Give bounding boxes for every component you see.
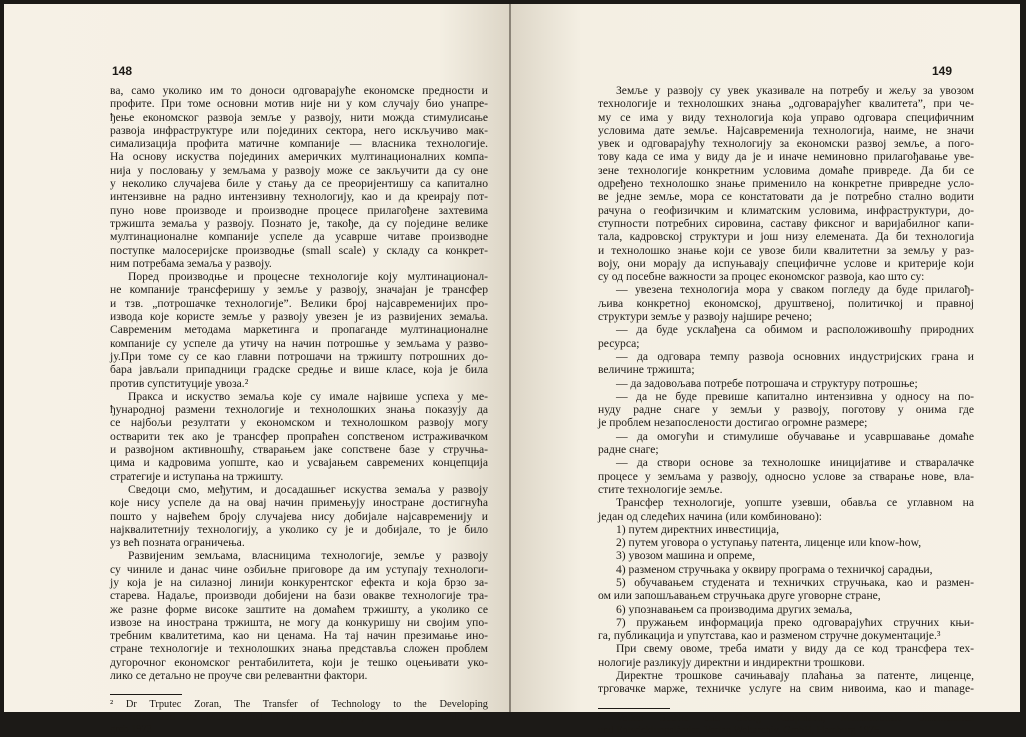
text-line: трговачке марже, техничке услуге на свим нивоима, као и manage- xyxy=(598,682,974,696)
text-line: процесе у земљама у развоју, односно услове за стварање нове, вла- xyxy=(598,469,974,483)
text-line: 1) путем директних инвестиција, xyxy=(616,522,780,536)
text-line: симализација профита матичне компаније — власника технологије. xyxy=(110,137,488,151)
text-line: — да не буде превише капитално интензивна у односу на по- xyxy=(616,389,974,403)
text-line: 5) обучавањем студената и техничких стручњака, као и размен- xyxy=(616,575,974,589)
text-line: 2) путем уговора о уступању патента, лиценце или know-how, xyxy=(616,536,922,550)
text-line: бара јављали припадници градске средње и више класе, која је била xyxy=(110,363,488,377)
text-line: тову када се има у виду да је и иначе неминовно прилагођавање уве- xyxy=(598,150,974,164)
text-line: га, публикација и упутстава, као и разменом стручне документације.³ xyxy=(598,629,941,643)
text-line: — да одговара темпу развоја основних индустријских грана и xyxy=(616,349,974,363)
text-line: рачуна о геофизичким и климатским условима, инфраструктури, до- xyxy=(598,203,974,217)
text-line: развоја инфраструктуре или појединих сектора, него искључиво мак- xyxy=(110,123,488,137)
text-line: 7) пружањем информација преко одговарајућих стручних књи- xyxy=(616,615,974,629)
text-line: ђународној размени технологије и технолошких знања показују да xyxy=(110,403,488,417)
text-line: Пракса и искуство земаља које су имале највише успеха у ме- xyxy=(128,389,488,403)
text-line: извозе на инострана тржишта, не могу да конкуришу ни својим упо- xyxy=(110,615,488,629)
text-line: тржишта земаља у развоју. Познато је, такође, да су поједине велике xyxy=(110,216,488,230)
text-line: извода које користе земље у развоју увезен је из развијених земаља. xyxy=(110,310,488,324)
text-line: против супституције увоза.² xyxy=(110,376,249,390)
text-line: Савременим методама маркетинга и пропаганде мултинационалне xyxy=(110,323,488,337)
text-line: пуно нове производе и производне процесе прилагођене захтевима xyxy=(110,203,488,217)
text-line: стите технологије земље. xyxy=(598,482,723,496)
text-line: — да омогући и стимулише обучавање и усавршавање домаће xyxy=(616,429,974,443)
text-line: На основу искуства појединих америчких мултинационалних компа- xyxy=(110,150,488,164)
text-line: профите. При томе основни мотив није ни у ком случају био унапре- xyxy=(110,97,488,111)
text-line: и тзв. „потрошачке технологије”. Велики број најсавременијих про- xyxy=(110,296,488,310)
text-line: тала, кадровској структури и још низу елемената. Да би технологија xyxy=(598,230,974,244)
text-line: су чиниле и данас чине озбиљне приговоре да им уступају технологи- xyxy=(110,562,488,576)
text-line: нија у пословању у земљама у развоју може се закључити да су оне xyxy=(110,163,488,177)
text-line: нологије разликују директни и индиректни трошкови. xyxy=(598,655,865,669)
gutter-shadow xyxy=(510,4,511,712)
text-line: 6) упознавањем са производима других земаља, xyxy=(616,602,853,616)
left-page xyxy=(4,4,510,735)
left-footnote xyxy=(110,699,488,736)
text-line: Сведоци смо, међутим, и досадашњег искуства земаља у развоју xyxy=(128,482,488,496)
text-line: одређено технолошко знање применило на конкретне привредне усло- xyxy=(598,177,974,191)
text-line: ва, само уколико им то доноси одговарајуће економске предности и xyxy=(110,84,488,97)
text-line: ју.При томе су се као главни потрошачи на тржишту потрошних до- xyxy=(110,349,488,363)
text-line: — увезена технологија мора у сваком погледу да буде прилагођ- xyxy=(616,283,974,297)
book-spread xyxy=(4,4,1020,736)
text-line: и развојном активношћу, стварањем јаке сопствене базе у стручња- xyxy=(110,443,488,457)
text-line: требним квалитетима, као ни ценама. На тај начин презимање ино- xyxy=(110,629,488,643)
text-line: стратегије и иступања на тржишту. xyxy=(110,469,284,483)
text-line: ступности потребних сировина, саставу фиксног и варијабилног капи- xyxy=(598,216,974,230)
text-line: које нису успеле да на овај начин примењују иностране достигнућа xyxy=(110,496,488,510)
footnote-line: und Entwicklungsländer, Verlag Weltarchiv, GmbH, Hamburg 1975. xyxy=(598,724,882,736)
text-line: Поред производње и процесне технологије коју мултинационал- xyxy=(128,270,488,284)
text-line: је проблем незапослености достигао огромне размере; xyxy=(598,416,868,430)
text-line: интензивне на радно интензивну технологију, као и да креирају пот- xyxy=(110,190,488,204)
text-line: мултинационалне компаније успеле да усаврше читаве производне xyxy=(110,230,488,244)
right-text-block xyxy=(598,84,974,696)
text-line: ве једне земље, мора се констатовати да је потребно стално водити xyxy=(598,190,974,204)
text-line: же разне форме високе заштите на домаћем тржишту, а уколико се xyxy=(110,602,488,616)
text-line: увек и одговарајућу технологију за економски развој земље, а пого- xyxy=(598,137,974,151)
text-line: цима и кадровима уопште, као и усвајањем савремених концепција xyxy=(110,456,488,470)
text-line: Развијеним земљама, власницима технологије, земље у развоју xyxy=(128,549,488,563)
text-line: му се има у виду технологија која управо одговара специфичним xyxy=(598,110,974,124)
text-line: у неколико случајева биле у стању да се преоријентишу са капитално xyxy=(110,177,488,191)
footnote-line: Countries and the Multinational Business Enterprise, First Round Table. Za- xyxy=(110,711,488,723)
text-line: 4) разменом стручњака у оквиру програма о техничкој сарадњи, xyxy=(616,562,933,576)
text-line: су од посебне важности за процес економског развоја, као што су: xyxy=(598,270,925,284)
right-page xyxy=(510,4,1020,736)
text-line: и технолошко знање који се увозе били квалитетни за земљу у раз- xyxy=(598,243,974,257)
footnote-line: ² Dr Trputec Zoran, The Transfer of Technology to the Developing xyxy=(110,699,488,711)
text-line: При свему овоме, треба имати у виду да се код трансфера тех- xyxy=(616,642,974,656)
text-line: поступке малосеријске производње (small scale) у складу са конкрет- xyxy=(110,243,488,257)
text-line: старева. Надаље, производи добијени на бази овакве технологије тра- xyxy=(110,589,488,603)
left-text-block xyxy=(110,84,488,682)
text-line: величине тржишта; xyxy=(598,363,695,377)
text-line: ђење економског развоја земље у развоју, нити можда стимулисање xyxy=(110,110,488,124)
footnote-rule xyxy=(110,694,182,695)
text-line: ју која је на силазној линији конкурентског ефекта и која брзо за- xyxy=(110,575,488,589)
text-line: најквалитетнију технологију, а уколико су је и добијале, то је било xyxy=(110,522,488,536)
page-number: 148 xyxy=(112,64,133,78)
text-line: радне снаге; xyxy=(598,443,659,457)
text-line: Земље у развоју су увек указивале на потребу и жељу за увозом xyxy=(616,84,974,97)
text-line: један од следећих начина (или комбиновано): xyxy=(598,509,823,523)
text-line: 3) увозом машина и опреме, xyxy=(616,549,756,563)
text-line: воју, они морају да испуњавају специфичне услове и критерије који xyxy=(598,256,974,270)
text-line: љива конкретној економској, друштвеној, политичкој и правној xyxy=(598,296,974,310)
text-line: стране технологије и технолошких знања представља сложен проблем xyxy=(110,642,488,656)
text-line: пошто у највећем броју случајева нису добијале најсавременију и xyxy=(110,509,488,523)
footnote-line: ³ Volker Bethke und Georg Koopmann, Multinationale Unternehmen xyxy=(598,712,974,724)
text-line: остварити тек ако је трансфер пропраћен сопственом истраживачком xyxy=(110,429,488,443)
right-footnote xyxy=(598,713,974,737)
text-line: ресурса; xyxy=(598,336,640,350)
text-line: технологије и технолошких знања „одговарајућег квалитета”, при че- xyxy=(598,97,974,111)
text-line: нуду радне снаге у земљи у развоју, поготову у онима где xyxy=(598,403,974,417)
text-line: — да буде усклађена са обимом и расположивошћу природних xyxy=(616,323,974,337)
text-line: дугорочног економског рентабилитета, који је тешко оцењивати уко- xyxy=(110,655,488,669)
text-line: уз већ позната ограничења. xyxy=(110,536,245,550)
text-line: Директне трошкове сачињавају плаћања за патенте, лиценце, xyxy=(616,669,974,683)
text-line: ним потребама земаља у развоју. xyxy=(110,256,272,270)
footnote-rule xyxy=(598,708,670,709)
text-line: компаније су успеле да утичу на начин потрошње у земљама у разво- xyxy=(110,336,488,350)
text-line: се најбољи резултати у економском и технолошком развоју могу xyxy=(110,416,488,430)
footnote-line: greb 1973. xyxy=(110,723,155,735)
text-line: — да створи основе за технолошке иницијативе и стваралачке xyxy=(616,456,974,470)
text-line: структури земље у развоју најшире речено; xyxy=(598,310,813,324)
text-line: зене технологије конкретним условима домаће привреде. Да би се xyxy=(598,163,974,177)
text-line: — да задовољава потребе потрошача и структуру потрошње; xyxy=(616,376,918,390)
text-line: лико се детаљно не проуче сви релевантни фактори. xyxy=(110,669,368,683)
text-line: не компаније трансферишу у земље у развоју, значајан је трансфер xyxy=(110,283,488,297)
text-line: условима дате земље. Најсавременија технологија, наиме, не значи xyxy=(598,123,974,137)
text-line: ом или запошљавањем стручњака друге уговорне стране, xyxy=(598,589,881,603)
page-number: 149 xyxy=(931,64,952,78)
text-line: Трансфер технологије, уопште узевши, обавља се углавном на xyxy=(616,496,974,510)
right-page-body xyxy=(598,84,974,737)
left-page-body xyxy=(110,84,488,736)
